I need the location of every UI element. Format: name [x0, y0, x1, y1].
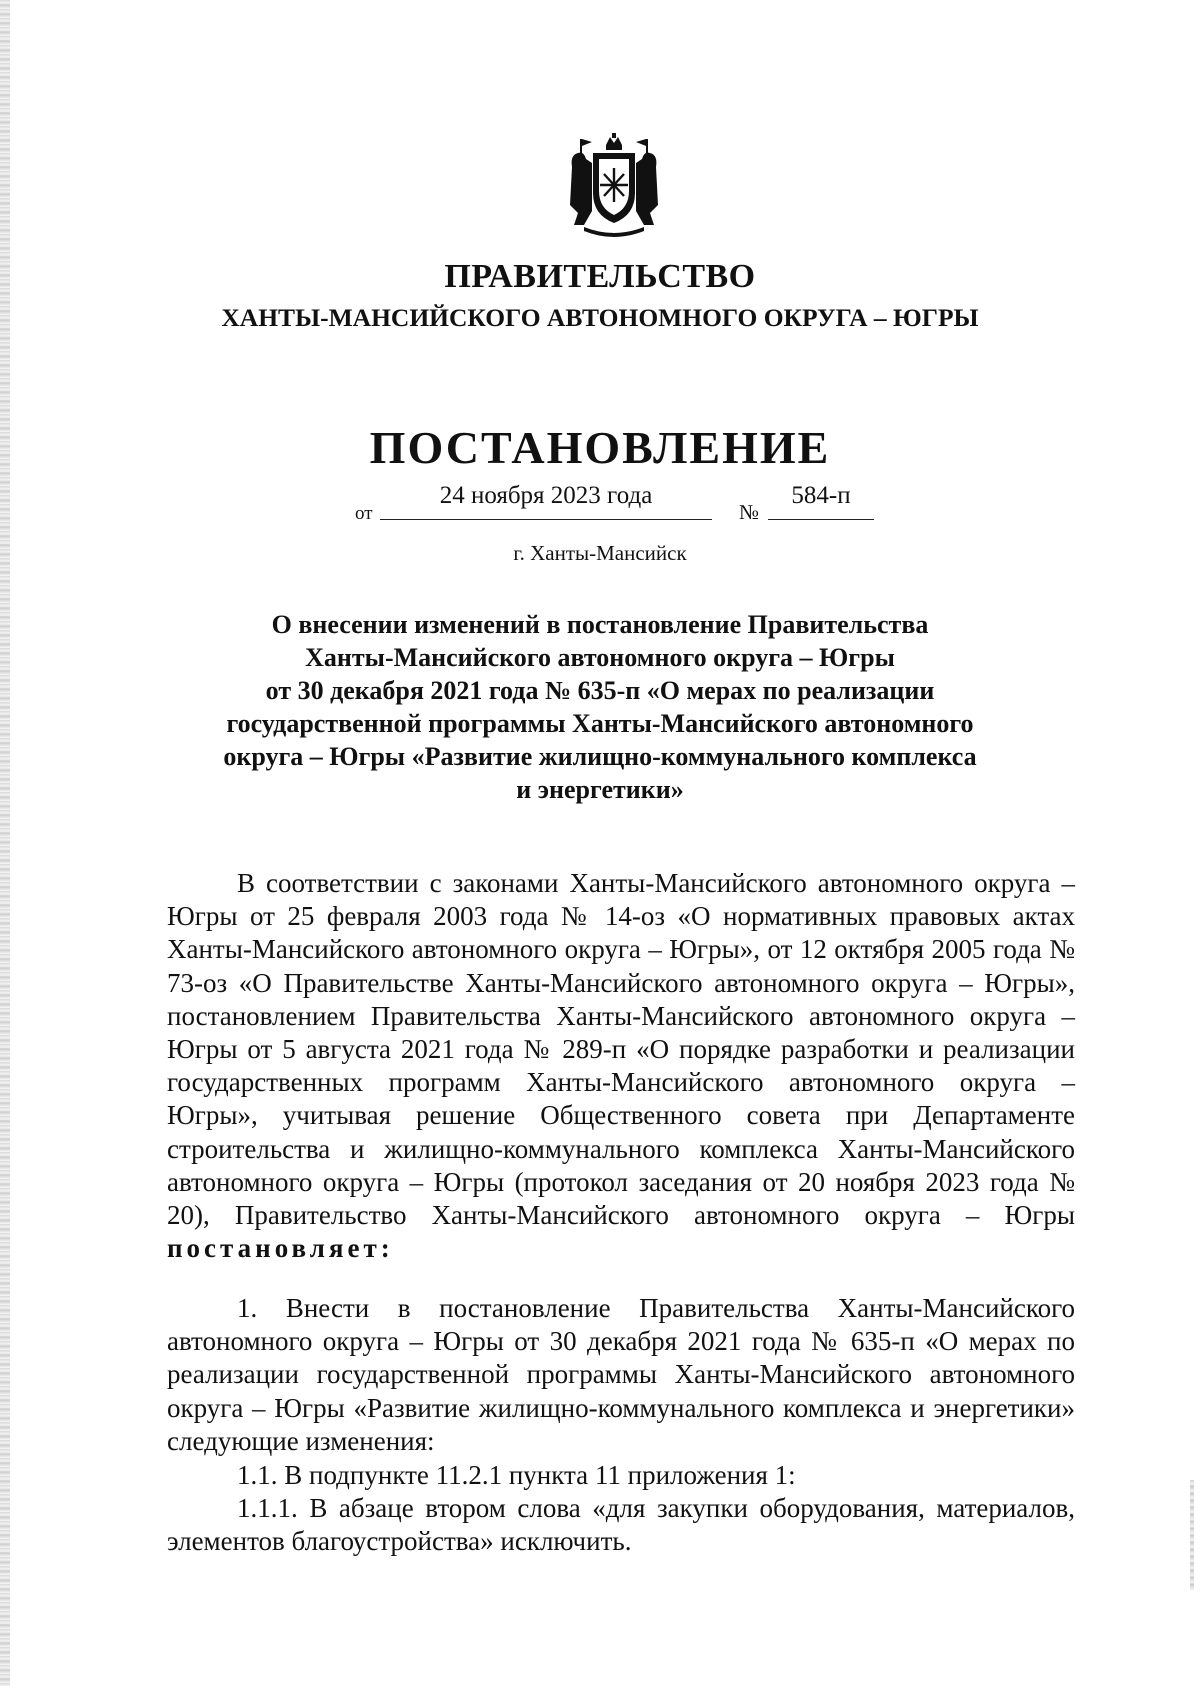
preamble-text: В соответствии с законами Ханты-Мансийского автономного округа – Югры от 25 февраля 2003 года № 14-оз «О нормативных правовых актах Ханты-Мансийского автономного округа – Югры», от 12 октября 2005 года № 73-оз «О Правительстве Ханты-Мансийского автономного округа – Югры», постановлением Правительства Ханты-Мансийского автономного округа – Югры от 5 августа 2021 года № 289-п «О порядке разработки и реализации государственных программ Ханты-Мансийского автономного округа – Югры», учитывая решение Общественного совета при Департаменте строительства и жилищно-коммунального комплекса Ханты-Мансийского автономного округа – Югры (протокол заседания от 20 ноября 2023 года № 20), Правительство Ханты-Мансийского автономного округа – Югры [167, 868, 1075, 1231]
decree-word: постановляет: [167, 1233, 394, 1264]
government-title: ПРАВИТЕЛЬСТВО [444, 258, 756, 295]
date-number-row [0, 478, 1200, 524]
document-date: 24 ноября 2023 года [380, 478, 712, 520]
item-1-1-1-paragraph: 1.1.1. В абзаце втором слова «для закупки оборудования, материалов, элементов благоустройства» исключить. [167, 1493, 1075, 1557]
item-1-paragraph: 1. Внести в постановление Правительства Ханты-Мансийского автономного округа – Югры от 30 декабря 2021 года № 635-п «О мерах по реализации государственной программы Ханты-Мансийского автономного округа – Югры «Развитие жилищно-коммунального комплекса и энергетики» следующие изменения: [167, 1293, 1075, 1456]
city: г. Ханты-Мансийск [513, 541, 687, 565]
coat-of-arms-emblem [566, 133, 662, 237]
document-type: ПОСТАНОВЛЕНИЕ [369, 422, 831, 473]
document-number: 584-п [768, 478, 874, 520]
region-subtitle: ХАНТЫ-МАНСИЙСКОГО АВТОНОМНОГО ОКРУГА – ЮГРЫ [221, 303, 979, 332]
number-prefix: № [739, 500, 760, 524]
scan-edge-right [1190, 1480, 1194, 1590]
document-heading: О внесении изменений в постановление Правительства Ханты-Мансийского автономного округа – Югры от 30 декабря 2021 года № 635-п «О мерах по реализации государственной программы Ханты-Мансийского автономного округа – Югры «Развитие жилищно-коммунального комплекса и энергетики» [223, 610, 977, 804]
date-prefix: от [355, 503, 373, 524]
preamble-paragraph [167, 867, 1075, 1265]
item-1-1-paragraph: 1.1. В подпункте 11.2.1 пункта 11 приложения 1: [237, 1460, 796, 1490]
scan-edge-left [0, 0, 10, 1686]
